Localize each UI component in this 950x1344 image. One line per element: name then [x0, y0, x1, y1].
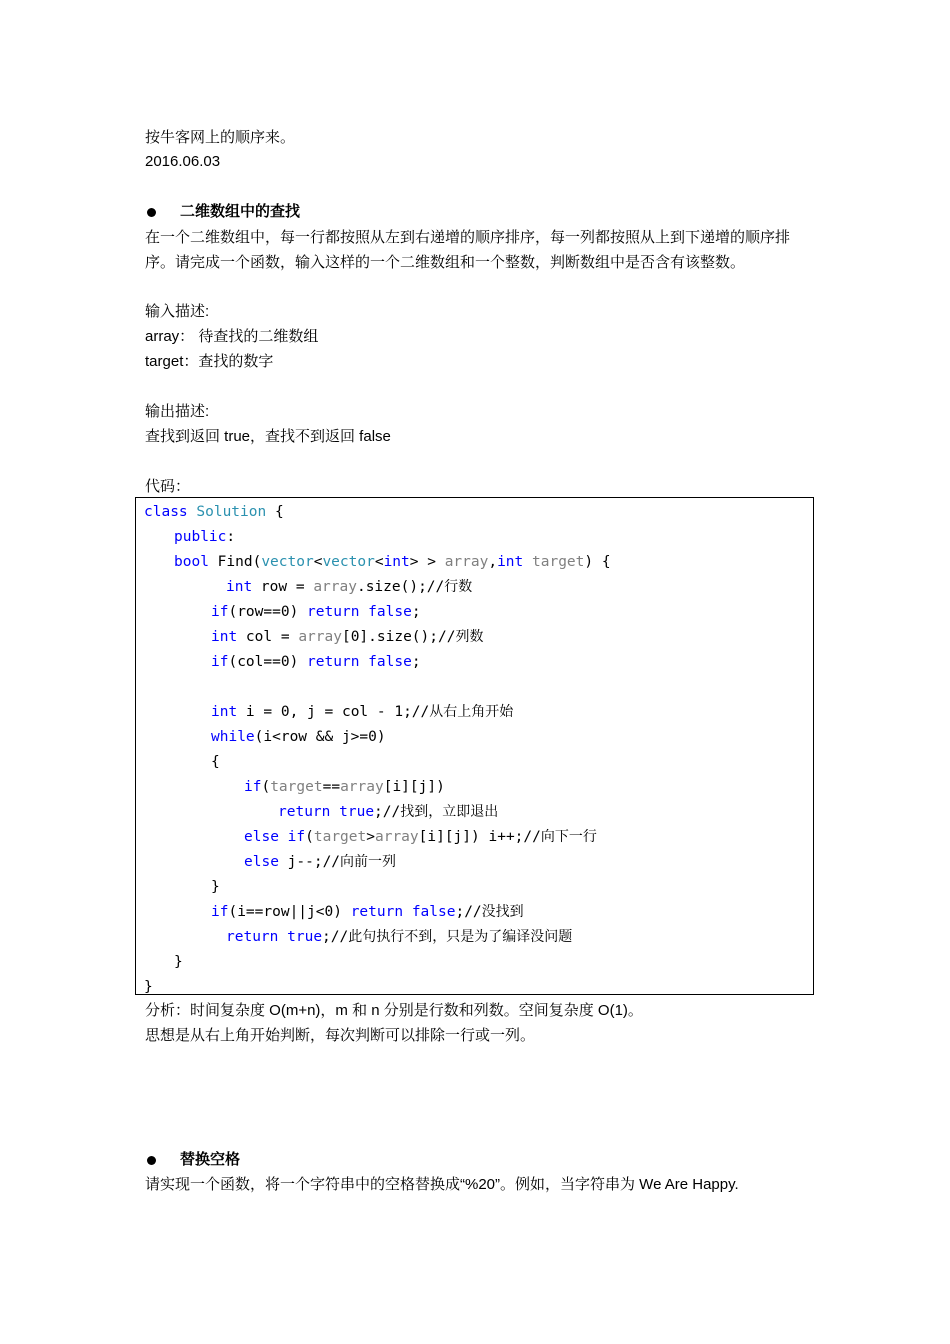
code-token	[403, 904, 412, 920]
code-token: array	[444, 554, 489, 570]
code-token	[359, 604, 368, 620]
code-line	[211, 602, 421, 622]
code-block	[135, 497, 814, 995]
code-token: true	[287, 929, 323, 945]
code-token: ) {	[584, 554, 611, 570]
code-token: int	[211, 704, 238, 720]
code-token: Find(	[208, 554, 262, 570]
code-line	[174, 527, 235, 547]
code-token: (col==0)	[228, 654, 308, 670]
code-token: if	[287, 829, 306, 845]
code-token: target	[532, 554, 585, 570]
code-token: ;//	[374, 804, 401, 820]
code-token: class	[144, 504, 188, 520]
output-description: 查找到返回 true，查找不到返回 false	[145, 428, 391, 445]
code-line	[144, 977, 153, 997]
intro-line: 按牛客网上的顺序来。	[145, 129, 296, 146]
code-token: }	[174, 954, 183, 970]
code-token	[359, 654, 368, 670]
code-token: Solution	[196, 504, 267, 520]
code-line	[211, 752, 220, 772]
code-token: 向前一列	[340, 854, 397, 870]
code-token: int	[383, 554, 410, 570]
input-array: array： 待查找的二维数组	[145, 328, 319, 345]
code-token: return	[278, 804, 331, 820]
code-line	[211, 627, 483, 647]
code-token: int	[226, 579, 253, 595]
code-token: ;//	[455, 904, 482, 920]
code-line	[244, 827, 597, 847]
code-token: array	[340, 779, 384, 795]
code-token: {	[211, 754, 220, 770]
code-token: else	[244, 854, 279, 870]
code-token: :	[226, 529, 236, 545]
bullet-icon	[147, 1156, 156, 1165]
code-token: target	[270, 779, 323, 795]
code-token: target	[313, 829, 367, 845]
code-line	[278, 802, 498, 822]
code-token: public	[174, 529, 227, 545]
code-token: 列数	[455, 629, 484, 645]
output-heading: 输出描述:	[145, 403, 210, 420]
input-target: target：查找的数字	[145, 353, 274, 370]
code-heading: 代码：	[145, 478, 191, 495]
idea-text: 思想是从右上角开始判断，每次判断可以排除一行或一列。	[145, 1027, 536, 1044]
code-token: if	[211, 604, 229, 620]
code-line	[226, 577, 472, 597]
code-token: [0].size();//	[341, 629, 456, 645]
code-token: int	[497, 554, 524, 570]
code-token: i = 0, j = col - 1;//	[237, 704, 430, 720]
analysis-text: 分析：时间复杂度 O(m+n)，m 和 n 分别是行数和列数。空间复杂度 O(1)。	[145, 1002, 643, 1019]
code-token: array	[313, 579, 357, 595]
code-line	[144, 502, 284, 522]
section-heading-find	[145, 202, 300, 222]
code-token	[278, 929, 287, 945]
code-token: int	[211, 629, 238, 645]
code-token: [i][j])	[383, 779, 445, 795]
code-line	[244, 852, 396, 872]
code-token: (i<row && j>=0)	[254, 729, 386, 745]
code-token: array	[298, 629, 342, 645]
code-token: array	[374, 829, 419, 845]
date: 2016.06.03	[145, 153, 221, 170]
code-token: > >	[409, 554, 445, 570]
code-token	[330, 804, 339, 820]
code-token: 行数	[444, 579, 473, 595]
code-token: return	[350, 904, 404, 920]
code-token: 从右上角开始	[429, 704, 514, 720]
code-token: (	[261, 779, 271, 795]
code-token: false	[368, 604, 412, 620]
code-token: if	[211, 904, 229, 920]
code-token: return	[307, 604, 360, 620]
problem-description: 在一个二维数组中，每一行都按照从左到右递增的顺序排序，每一列都按照从上到下递增的顺序排序。请完成一个函数，输入这样的一个二维数组和一个整数，判断数组中是否含有该整数。	[145, 229, 791, 271]
code-line	[244, 777, 445, 797]
code-token: bool	[174, 554, 209, 570]
code-token: }	[144, 979, 153, 995]
code-line	[174, 552, 611, 572]
code-token: j--;//	[278, 854, 341, 870]
code-token	[523, 554, 532, 570]
bullet-icon	[147, 208, 156, 217]
code-line	[211, 702, 513, 722]
code-token: 找到，立即退出	[400, 804, 499, 820]
code-token: >	[366, 829, 375, 845]
code-token: false	[411, 904, 456, 920]
code-token: }	[211, 879, 220, 895]
code-token: true	[339, 804, 375, 820]
code-line	[174, 952, 183, 972]
code-token: <	[313, 554, 323, 570]
code-token: while	[211, 729, 255, 745]
code-token: vector	[322, 554, 375, 570]
code-line	[211, 902, 524, 922]
code-token: else	[244, 829, 279, 845]
code-line	[226, 927, 572, 947]
section-title: 替换空格	[180, 1151, 241, 1168]
code-token: 此句执行不到，只是为了编译没问题	[348, 929, 573, 945]
code-token: (	[305, 829, 314, 845]
code-token: [i][j]) i++;//	[418, 829, 541, 845]
code-token: if	[211, 654, 229, 670]
code-token: return	[307, 654, 360, 670]
code-token	[279, 829, 288, 845]
code-line	[211, 727, 386, 747]
code-token: ==	[322, 779, 341, 795]
code-token: return	[226, 929, 279, 945]
code-token: 没找到	[481, 904, 524, 920]
code-token: false	[368, 654, 412, 670]
code-token: (row==0)	[228, 604, 308, 620]
input-heading: 输入描述:	[145, 303, 210, 320]
code-token: ,	[488, 554, 498, 570]
code-token: ;//	[322, 929, 349, 945]
code-line	[211, 877, 220, 897]
section-heading-replace	[145, 1150, 240, 1170]
code-token: col =	[237, 629, 299, 645]
code-line	[211, 652, 421, 672]
code-token: (i==row||j<0)	[228, 904, 351, 920]
code-token: 向下一行	[540, 829, 597, 845]
code-token: if	[244, 779, 262, 795]
code-token: <	[374, 554, 384, 570]
section-title: 二维数组中的查找	[180, 203, 301, 220]
code-token: row =	[252, 579, 314, 595]
code-token: .size();//	[356, 579, 445, 595]
code-token: vector	[261, 554, 314, 570]
code-token: {	[266, 504, 284, 520]
code-token: ;	[411, 654, 421, 670]
problem-description: 请实现一个函数，将一个字符串中的空格替换成“%20”。例如，当字符串为 We Are Happy.	[145, 1176, 739, 1193]
code-token: ;	[411, 604, 421, 620]
